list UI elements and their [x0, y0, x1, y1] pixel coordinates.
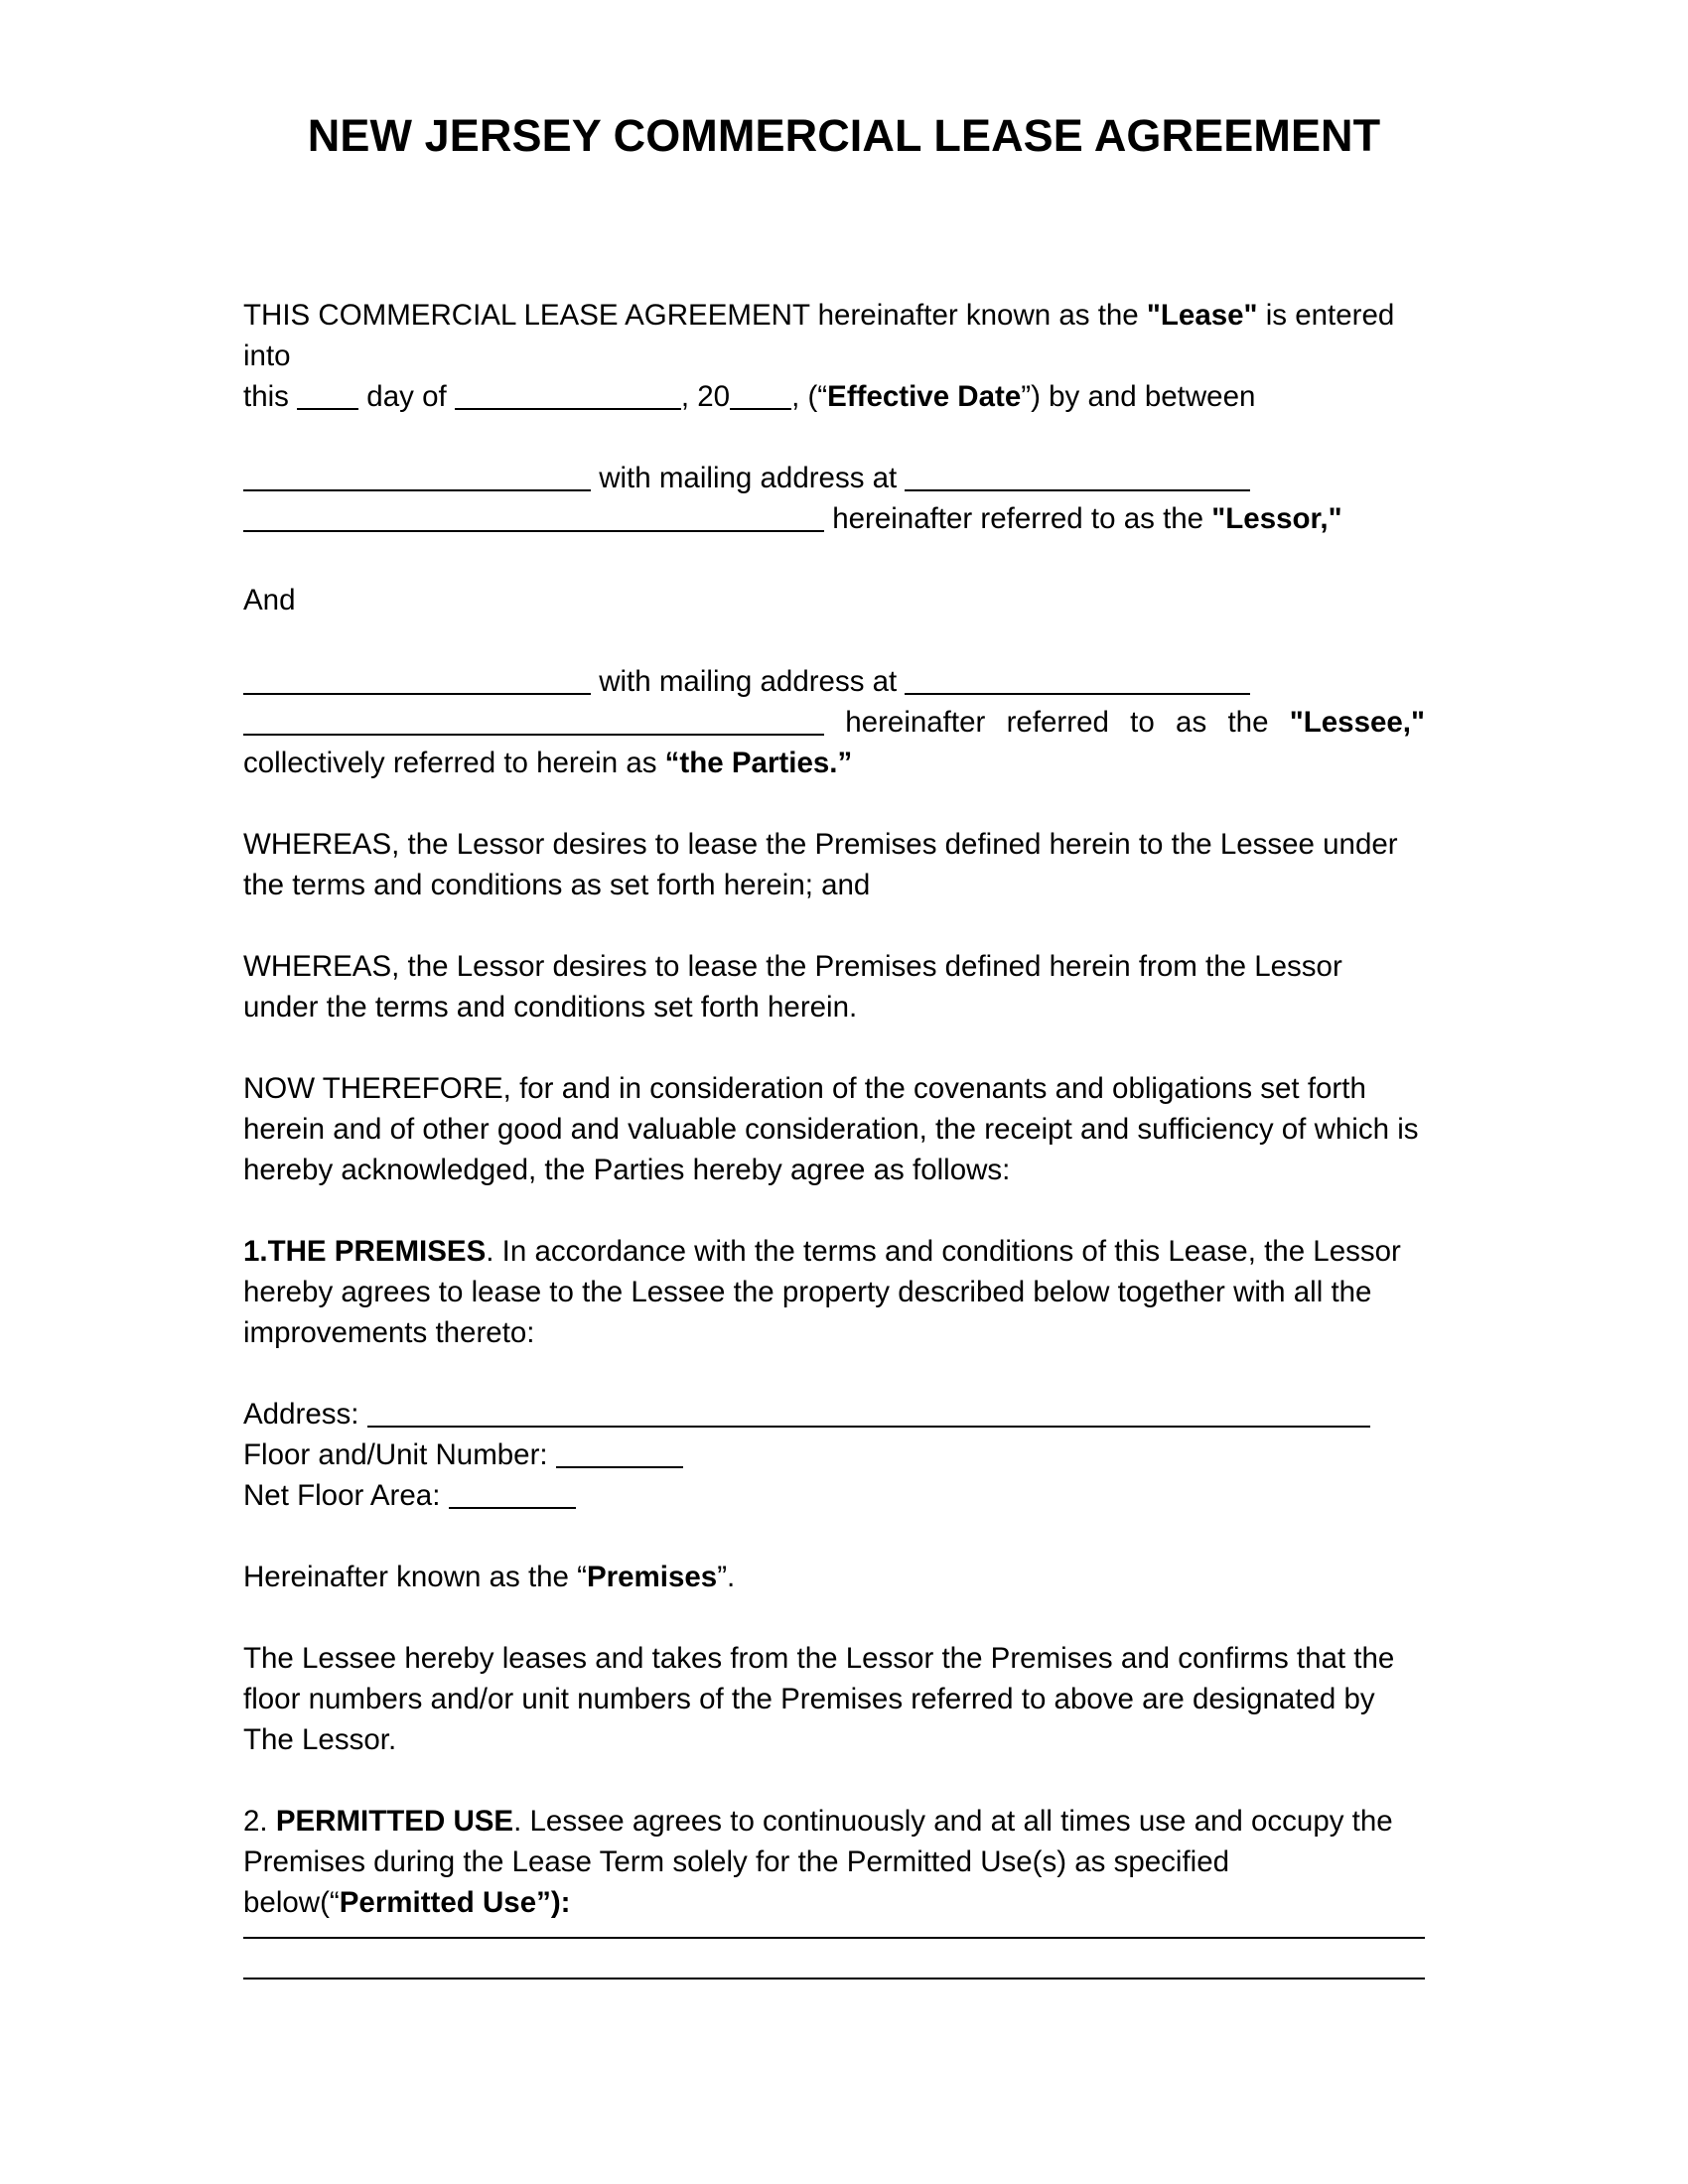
section-2-body: Lessee agrees to continuously and at all times use and occupy the Premises during the Lease Term solely for the Permitted Use(s) as specified below(“ [243, 1805, 1393, 1919]
spacer [243, 1516, 1425, 1557]
year-blank-field[interactable] [730, 388, 791, 410]
permitted-use-fill-lines [243, 1937, 1425, 1979]
section-permitted-use [243, 1801, 1425, 1923]
lessee-mailing-label: with mailing address at [591, 665, 906, 698]
intro-text-part5: , 20 [680, 380, 731, 413]
lessee-hereinafter-text: hereinafter referred to as the [824, 706, 1290, 739]
intro-text-part4: day of [358, 380, 455, 413]
premises-confirmation: The Lessee hereby leases and takes from the Lessor the Premises and confirms that the floor numbers and/or unit numbers of the Premises referred to above are designated by The Lessor. [243, 1642, 1395, 1756]
spacer [243, 539, 1425, 580]
intro-paragraph [243, 295, 1425, 417]
address-label: Address: [243, 1398, 367, 1431]
month-blank-field[interactable] [455, 388, 681, 410]
lessor-term: "Lessor," [1211, 502, 1342, 535]
intro-text-part7: ”) by and between [1021, 380, 1256, 413]
spacer [243, 1760, 1425, 1801]
section-1-body: In accordance with the terms and conditions of this Lease, the Lessor hereby agrees to lease to the Lessee the property described below together with all the improvements thereto: [243, 1235, 1401, 1349]
lessee-hereinafter-line [243, 702, 1425, 743]
premises-definition-part2: ”. [717, 1561, 736, 1593]
premises-fields-block [243, 1394, 1425, 1516]
premises-definition [243, 1557, 1425, 1597]
spacer [243, 1597, 1425, 1638]
lessor-name-blank-field[interactable] [243, 470, 591, 491]
permitted-use-term: Permitted Use”): [339, 1886, 571, 1919]
net-floor-area-field-row [243, 1475, 1425, 1516]
intro-text-part3: this [243, 380, 298, 413]
floor-unit-label: Floor and/Unit Number: [243, 1438, 556, 1471]
permitted-use-fill-line-2[interactable] [243, 1978, 1425, 1979]
day-blank-field[interactable] [297, 388, 358, 410]
lessee-name-blank-field[interactable] [243, 673, 591, 695]
intro-text-part2: is entered into [243, 299, 1395, 372]
section-the-premises [243, 1231, 1425, 1353]
lessor-block [243, 458, 1425, 539]
lessor-address-blank-field-2[interactable] [243, 510, 824, 532]
intro-text-part1: THIS COMMERCIAL LEASE AGREEMENT hereinafter known as the [243, 299, 1147, 332]
permitted-use-fill-line-1[interactable] [243, 1937, 1425, 1939]
premises-term: Premises [586, 1561, 718, 1593]
lessee-block [243, 661, 1425, 783]
lessee-address-blank-field-2[interactable] [243, 714, 824, 736]
premises-definition-part1: Hereinafter known as the “ [243, 1561, 587, 1593]
spacer [243, 783, 1425, 824]
whereas-clause-2: WHEREAS, the Lessor desires to lease the Premises defined herein from the Lessor under the terms and conditions set forth herein. [243, 950, 1342, 1024]
net-floor-area-blank-field[interactable] [449, 1487, 576, 1509]
floor-unit-blank-field[interactable] [556, 1446, 683, 1468]
lessee-address-blank-field-1[interactable] [905, 673, 1250, 695]
address-field-row [243, 1394, 1425, 1434]
spacer [243, 905, 1425, 946]
now-therefore-clause: NOW THEREFORE, for and in consideration of the covenants and obligations set forth herein and of other good and valuable consideration, the receipt and sufficiency of which is hereby acknowledged, the Parties hereby agree as follows: [243, 1072, 1419, 1186]
lessor-mailing-label: with mailing address at [591, 462, 906, 494]
lessee-term: "Lessee," [1289, 706, 1425, 739]
lessee-collective-text: collectively referred to herein as [243, 747, 665, 779]
spacer [243, 1190, 1425, 1231]
net-floor-area-label: Net Floor Area: [243, 1479, 449, 1512]
section-2-heading-suffix: . [513, 1805, 522, 1838]
section-2-number: 2. [243, 1805, 276, 1838]
section-2-heading: PERMITTED USE [275, 1805, 514, 1838]
parties-term: “the Parties.” [664, 747, 853, 779]
spacer [243, 1353, 1425, 1394]
intro-text-part6: , (“ [791, 380, 828, 413]
lessor-hereinafter-text: hereinafter referred to as the [824, 502, 1212, 535]
section-1-number: 1. [243, 1235, 268, 1268]
and-conjunction: And [243, 584, 296, 616]
whereas-clause-1: WHEREAS, the Lessor desires to lease the Premises defined herein to the Lessee under the terms and conditions as set forth herein; and [243, 828, 1398, 901]
address-blank-field[interactable] [367, 1406, 1370, 1428]
spacer [243, 620, 1425, 661]
page-title: NEW JERSEY COMMERCIAL LEASE AGREEMENT [307, 110, 1381, 161]
document-body [243, 295, 1425, 2018]
section-1-heading-suffix: . [486, 1235, 494, 1268]
spacer [243, 417, 1425, 458]
lease-term: "Lease" [1146, 299, 1258, 332]
lessor-address-blank-field-1[interactable] [905, 470, 1250, 491]
floor-unit-field-row [243, 1434, 1425, 1475]
section-1-heading: THE PREMISES [267, 1235, 487, 1268]
spacer [243, 1027, 1425, 1068]
effective-date-term: Effective Date [827, 380, 1022, 413]
